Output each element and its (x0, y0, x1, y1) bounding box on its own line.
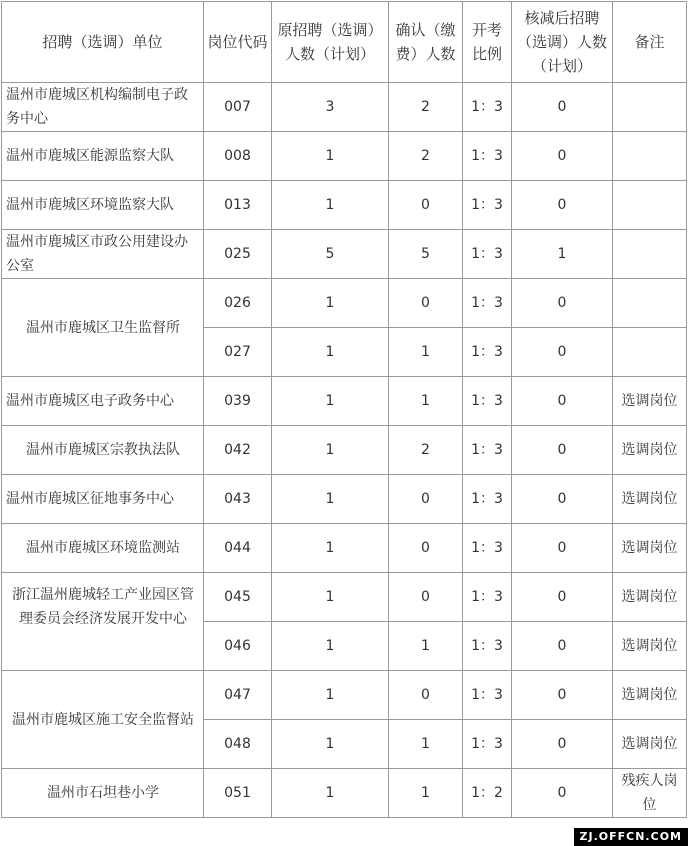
table-row (2, 132, 687, 181)
confirmed-cell: 0 (389, 475, 463, 524)
site-watermark: ZJ.OFFCN.COM (574, 828, 688, 846)
ratio-cell: 1：2 (463, 769, 512, 818)
note-cell: 选调岗位 (613, 475, 687, 524)
header-reduced: 核减后招聘（选调）人数（计划） (512, 2, 613, 83)
ratio-cell: 1：3 (463, 377, 512, 426)
reduced-cell: 0 (512, 671, 613, 720)
original-cell: 1 (272, 328, 389, 377)
ratio-cell: 1：3 (463, 622, 512, 671)
original-cell: 3 (272, 83, 389, 132)
ratio-cell: 1：3 (463, 475, 512, 524)
table-row (2, 426, 687, 475)
code-cell: 043 (204, 475, 272, 524)
table-row (2, 377, 687, 426)
confirmed-cell: 0 (389, 279, 463, 328)
table-row (2, 181, 687, 230)
unit-cell: 温州市鹿城区能源监察大队 (2, 132, 204, 181)
ratio-cell: 1：3 (463, 279, 512, 328)
code-cell: 045 (204, 573, 272, 622)
reduced-cell: 0 (512, 328, 613, 377)
original-cell: 1 (272, 720, 389, 769)
recruitment-table (1, 1, 687, 818)
original-cell: 5 (272, 230, 389, 279)
original-cell: 1 (272, 671, 389, 720)
header-ratio: 开考比例 (463, 2, 512, 83)
confirmed-cell: 2 (389, 83, 463, 132)
confirmed-cell: 1 (389, 328, 463, 377)
note-cell: 选调岗位 (613, 377, 687, 426)
ratio-cell: 1：3 (463, 720, 512, 769)
original-cell: 1 (272, 426, 389, 475)
note-cell (613, 181, 687, 230)
confirmed-cell: 1 (389, 769, 463, 818)
code-cell: 008 (204, 132, 272, 181)
header-unit: 招聘（选调）单位 (2, 2, 204, 83)
code-cell: 039 (204, 377, 272, 426)
confirmed-cell: 5 (389, 230, 463, 279)
note-cell: 选调岗位 (613, 573, 687, 622)
ratio-cell: 1：3 (463, 230, 512, 279)
reduced-cell: 0 (512, 83, 613, 132)
ratio-cell: 1：3 (463, 524, 512, 573)
confirmed-cell: 0 (389, 573, 463, 622)
unit-cell: 温州市鹿城区卫生监督所 (2, 279, 204, 377)
reduced-cell: 0 (512, 426, 613, 475)
ratio-cell: 1：3 (463, 328, 512, 377)
unit-cell: 温州市鹿城区环境监察大队 (2, 181, 204, 230)
table-row (2, 769, 687, 818)
confirmed-cell: 0 (389, 671, 463, 720)
reduced-cell: 0 (512, 573, 613, 622)
unit-cell: 温州市鹿城区宗教执法队 (2, 426, 204, 475)
reduced-cell: 0 (512, 769, 613, 818)
header-code: 岗位代码 (204, 2, 272, 83)
reduced-cell: 1 (512, 230, 613, 279)
confirmed-cell: 1 (389, 720, 463, 769)
header-confirmed: 确认（缴费）人数 (389, 2, 463, 83)
table-row (2, 524, 687, 573)
original-cell: 1 (272, 475, 389, 524)
confirmed-cell: 0 (389, 181, 463, 230)
ratio-cell: 1：3 (463, 426, 512, 475)
unit-cell: 浙江温州鹿城轻工产业园区管理委员会经济发展开发中心 (2, 573, 204, 671)
table-row (2, 573, 687, 622)
reduced-cell: 0 (512, 181, 613, 230)
confirmed-cell: 0 (389, 524, 463, 573)
unit-cell: 温州市鹿城区环境监测站 (2, 524, 204, 573)
header-note: 备注 (613, 2, 687, 83)
table-row (2, 475, 687, 524)
unit-cell: 温州市石坦巷小学 (2, 769, 204, 818)
header-original: 原招聘（选调）人数（计划） (272, 2, 389, 83)
note-cell: 选调岗位 (613, 720, 687, 769)
code-cell: 044 (204, 524, 272, 573)
original-cell: 1 (272, 622, 389, 671)
code-cell: 042 (204, 426, 272, 475)
reduced-cell: 0 (512, 475, 613, 524)
note-cell (613, 279, 687, 328)
note-cell: 选调岗位 (613, 622, 687, 671)
original-cell: 1 (272, 132, 389, 181)
reduced-cell: 0 (512, 524, 613, 573)
note-cell: 选调岗位 (613, 426, 687, 475)
note-cell (613, 230, 687, 279)
original-cell: 1 (272, 573, 389, 622)
code-cell: 046 (204, 622, 272, 671)
note-cell (613, 132, 687, 181)
confirmed-cell: 1 (389, 377, 463, 426)
table-row (2, 279, 687, 328)
ratio-cell: 1：3 (463, 132, 512, 181)
unit-cell: 温州市鹿城区电子政务中心 (2, 377, 204, 426)
table-row (2, 230, 687, 279)
code-cell: 027 (204, 328, 272, 377)
code-cell: 047 (204, 671, 272, 720)
original-cell: 1 (272, 377, 389, 426)
code-cell: 048 (204, 720, 272, 769)
unit-cell: 温州市鹿城区施工安全监督站 (2, 671, 204, 769)
table-row (2, 83, 687, 132)
note-cell (613, 328, 687, 377)
reduced-cell: 0 (512, 377, 613, 426)
ratio-cell: 1：3 (463, 573, 512, 622)
reduced-cell: 0 (512, 622, 613, 671)
code-cell: 026 (204, 279, 272, 328)
ratio-cell: 1：3 (463, 181, 512, 230)
confirmed-cell: 2 (389, 132, 463, 181)
table-row (2, 671, 687, 720)
reduced-cell: 0 (512, 720, 613, 769)
code-cell: 013 (204, 181, 272, 230)
reduced-cell: 0 (512, 279, 613, 328)
header-row (2, 2, 687, 83)
unit-cell: 温州市鹿城区市政公用建设办公室 (2, 230, 204, 279)
note-cell (613, 83, 687, 132)
original-cell: 1 (272, 769, 389, 818)
original-cell: 1 (272, 524, 389, 573)
code-cell: 007 (204, 83, 272, 132)
note-cell: 选调岗位 (613, 671, 687, 720)
reduced-cell: 0 (512, 132, 613, 181)
note-cell: 选调岗位 (613, 524, 687, 573)
original-cell: 1 (272, 181, 389, 230)
original-cell: 1 (272, 279, 389, 328)
unit-cell: 温州市鹿城区机构编制电子政务中心 (2, 83, 204, 132)
confirmed-cell: 1 (389, 622, 463, 671)
code-cell: 025 (204, 230, 272, 279)
ratio-cell: 1：3 (463, 83, 512, 132)
ratio-cell: 1：3 (463, 671, 512, 720)
confirmed-cell: 2 (389, 426, 463, 475)
unit-cell: 温州市鹿城区征地事务中心 (2, 475, 204, 524)
note-cell: 残疾人岗位 (613, 769, 687, 818)
code-cell: 051 (204, 769, 272, 818)
